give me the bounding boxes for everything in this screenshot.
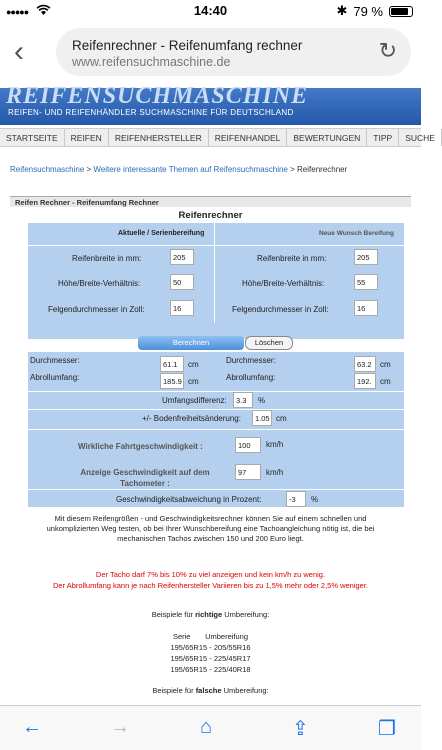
clearance-label: +/- Bodenfreiheitsänderung: — [142, 414, 241, 423]
example-wrong-post: Umbereifung: — [221, 686, 269, 695]
nav-item-startseite[interactable]: STARTSEITE — [0, 129, 65, 146]
breadcrumb-current: Reifenrechner — [297, 165, 348, 174]
diameter-output-right[interactable]: 63.2 — [354, 356, 376, 372]
input-divider — [214, 223, 215, 323]
rim-input-left[interactable]: 16 — [170, 300, 194, 316]
main-nav — [0, 128, 435, 147]
ratio-input-left[interactable]: 50 — [170, 274, 194, 290]
diameter-unit-right: cm — [380, 360, 391, 369]
clearance-unit: cm — [276, 414, 287, 423]
example-right-pre: Beispiele für — [151, 610, 196, 619]
width-input-left[interactable]: 205 — [170, 249, 194, 265]
example-columns: Serie Umbereifung — [172, 632, 249, 641]
row-divider — [28, 391, 404, 392]
example-row-2: 195/65R15 - 225/45R17 — [170, 654, 251, 663]
deviation-label: Geschwindigkeitsabweichung in Prozent: — [116, 495, 262, 504]
clearance-output[interactable]: 1.05 — [252, 410, 272, 426]
page-title: Reifenrechner - Reifenumfang rechner — [72, 38, 303, 53]
input-table — [28, 223, 404, 339]
deviation-output[interactable]: -3 — [286, 491, 306, 507]
calculator-heading: Reifenrechner — [178, 210, 243, 221]
ratio-label-right: Höhe/Breite-Verhältnis: — [242, 279, 325, 288]
display-speed-unit: km/h — [266, 468, 284, 477]
example-right-heading — [10, 610, 411, 620]
breadcrumb-link-home[interactable]: Reifensuchmaschine — [10, 165, 85, 174]
address-pill[interactable] — [56, 28, 411, 76]
nav-item-reifen[interactable]: REIFEN — [65, 129, 109, 146]
diameter-unit-left: cm — [188, 360, 199, 369]
browser-toolbar — [0, 705, 421, 750]
ratio-input-right[interactable]: 55 — [354, 274, 378, 290]
example-row-1: 195/65R15 - 205/55R16 — [170, 643, 251, 652]
forward-arrow-icon[interactable]: → — [110, 716, 130, 738]
diff-label: Umfangsdifferenz: — [162, 396, 227, 405]
example-row-3: 195/65R15 - 225/40R18 — [170, 665, 251, 674]
display-speed-output[interactable]: 97 — [235, 464, 261, 480]
box-title: Reifen Rechner - Reifenumfang Rechner — [10, 197, 411, 207]
home-icon[interactable]: ⌂ — [200, 716, 213, 738]
example-wrong-pre: Beispiele für — [152, 686, 196, 695]
width-label-right: Reifenbreite in mm: — [257, 254, 327, 263]
results-table — [28, 352, 404, 507]
width-input-right[interactable]: 205 — [354, 249, 378, 265]
signal-icon: ●●●●● — [6, 6, 29, 17]
diameter-label-right: Durchmesser: — [226, 356, 276, 365]
diff-output[interactable]: 3.3 — [233, 392, 253, 408]
status-right — [336, 3, 413, 19]
col-right-header: Neue Wunsch Bereifung — [319, 230, 395, 237]
back-arrow-icon[interactable]: ← — [22, 716, 42, 738]
real-speed-input[interactable]: 100 — [235, 437, 261, 453]
real-speed-label: Wirkliche Fahrtgeschwindigkeit : — [78, 442, 203, 451]
ratio-label-left: Höhe/Breite-Verhältnis: — [58, 279, 141, 288]
circ-unit-right: cm — [380, 377, 391, 386]
nav-item-bewertungen[interactable]: BEWERTUNGEN — [287, 129, 367, 146]
row-divider — [28, 489, 404, 490]
bluetooth-icon: ✱ — [336, 3, 348, 18]
reload-icon[interactable]: ↻ — [378, 38, 397, 63]
rim-input-right[interactable]: 16 — [354, 300, 378, 316]
status-bar — [0, 0, 421, 22]
circ-output-right[interactable]: 192. — [354, 373, 376, 389]
intro-text: Mit diesem Reifengrößen - und Geschwindigkeitsrechner können Sie auf einem schnellen und unkomplizierten Weg testen, ob bei Ihrer Wunschbereifung eine Tachoangleichung nötig ist, die bei mechanischen Tachos zwischen 150 und 200 Euro liegt. — [46, 514, 375, 543]
example-wrong-word: falsche — [195, 686, 222, 695]
display-speed-label: Anzeige Geschwindigkeit auf dem Tachometer : — [80, 468, 210, 488]
real-speed-unit: km/h — [266, 440, 284, 449]
breadcrumb — [10, 165, 347, 174]
nav-item-tipp[interactable]: TIPP — [367, 129, 399, 146]
calculator — [10, 210, 411, 695]
example-right-word: richtige — [195, 610, 223, 619]
nav-item-reifenhersteller[interactable]: REIFENHERSTELLER — [109, 129, 209, 146]
width-label-left: Reifenbreite in mm: — [72, 254, 142, 263]
nav-item-suche[interactable]: SUCHE — [399, 129, 442, 146]
page-url: www.reifensuchmaschine.de — [72, 55, 231, 69]
circ-label-left: Abrollumfang: — [30, 373, 80, 382]
circ-label-right: Abrollumfang: — [226, 373, 276, 382]
battery-icon — [389, 6, 413, 17]
nav-item-reifenhandel[interactable]: REIFENHANDEL — [209, 129, 288, 146]
diff-unit: % — [258, 396, 266, 405]
rim-label-left: Felgendurchmesser in Zoll: — [48, 305, 145, 314]
back-chevron-icon[interactable]: ‹ — [14, 35, 24, 68]
breadcrumb-sep: > — [86, 165, 92, 174]
breadcrumb-link-themen[interactable]: Weitere interessante Themen auf Reifensuchmaschine — [93, 165, 288, 174]
clock: 14:40 — [193, 3, 228, 18]
example-right-post: Umbereifung: — [222, 610, 270, 619]
input-divider-h — [28, 245, 404, 246]
site-tagline: REIFEN- UND REIFENHÄNDLER SUCHMASCHINE FÜR DEUTSCHLAND — [8, 108, 294, 117]
col-left-header: Aktuelle / Serienbereifung — [118, 230, 205, 237]
rim-label-right: Felgendurchmesser in Zoll: — [232, 305, 329, 314]
example-wrong-heading — [10, 686, 411, 696]
battery-percent: 79 % — [353, 3, 383, 19]
tabs-icon[interactable]: ❐ — [378, 718, 396, 740]
breadcrumb-sep: > — [290, 165, 295, 174]
row-divider — [28, 429, 404, 430]
circ-unit-left: cm — [188, 377, 199, 386]
warning-text-2: Der Abrollumfang kann je nach Reifenhersteller Variieren bis zu 1,5% mehr oder 2,5% weniger. — [52, 581, 369, 590]
share-icon[interactable]: ⇪ — [292, 718, 309, 740]
calculator-box — [10, 196, 411, 716]
browser-url-bar — [0, 28, 421, 78]
diameter-label-left: Durchmesser: — [30, 356, 80, 365]
warning-text-1: Der Tacho darf 7% bis 10% zu viel anzeigen und kein km/h zu wenig. — [95, 570, 326, 579]
deviation-unit: % — [311, 495, 319, 504]
site-banner — [0, 83, 421, 125]
diameter-output-left[interactable]: 61.1 — [160, 356, 184, 372]
site-logo[interactable]: REIFENSUCHMASCHINE — [6, 83, 309, 109]
row-divider — [28, 409, 404, 410]
circ-output-left[interactable]: 185.9 — [160, 373, 184, 389]
clear-button[interactable]: Löschen — [245, 336, 293, 350]
calculate-button[interactable]: Berechnen — [138, 336, 244, 350]
